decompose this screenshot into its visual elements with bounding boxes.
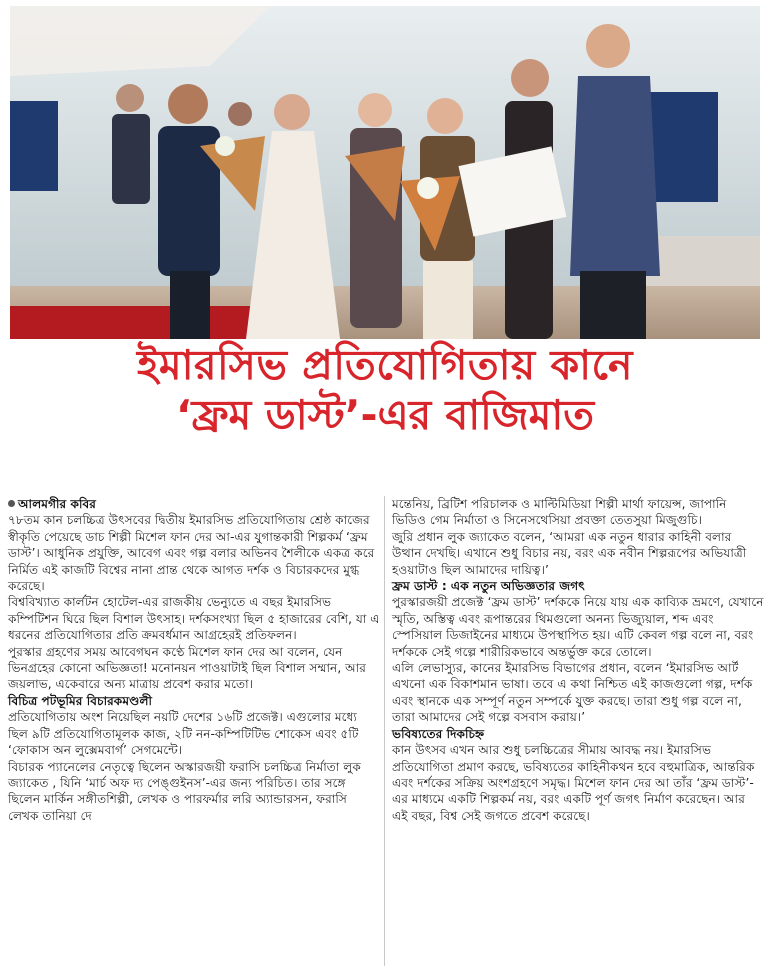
headline-line-2: ‘ফ্রম ডাস্ট’-এর বাজিমাত xyxy=(175,390,595,439)
article-left-column xyxy=(8,496,380,824)
column-divider xyxy=(384,496,385,966)
byline xyxy=(8,496,380,512)
subheading: বিচিত্র পটভূমির বিচারকমণ্ডলী xyxy=(8,693,153,708)
paragraph: বিশ্ববিখ্যাত কার্লটন হোটেল-এর রাজকীয় ভেন্যুতে এ বছর ইমারসিভ কম্পিটিশন ঘিরে ছিল বিশাল উৎসাহ। দর্শকসংখ্যা ছিল ৫ হাজারের বেশি, যা এ ধরনের প্রতিযোগিতার প্রতি ক্রমবর্ধমান আগ্রহেরই প্রতিফলন। xyxy=(8,595,380,643)
award-ceremony-photo xyxy=(10,6,760,339)
paragraph: কান উৎসব এখন আর শুধু চলচ্চিত্রের সীমায় আবদ্ধ নয়। ইমারসিভ প্রতিযোগিতা প্রমাণ করছে, ভবিষ্যতের কাহিনীকথন হবে বহুমাত্রিক, আন্তরিক এবং দর্শকের সক্রিয় অংশগ্রহণে সমৃদ্ধ। মিশেল ফান দের আ তাঁর ‘ফ্রম ডাস্ট’-এর মাধ্যমে একটি শিল্পকর্ম নয়, বরং একটি পূর্ণ জগৎ নির্মাণ করেছেন। আর এই বছর, বিশ্ব সেই জগতে প্রবেশ করেছে। xyxy=(392,743,755,823)
subheading: ভবিষ্যতের দিকচিহ্ন xyxy=(392,726,485,741)
paragraph: পুরস্কারজয়ী প্রজেক্ট ‘ফ্রম ডাস্ট’ দর্শককে নিয়ে যায় এক কাব্যিক ভ্রমণে, যেখানে স্মৃতি, অস্তিত্ব এবং রূপান্তরের থিমগুলো অনন্য ভিজ্যুয়াল, শব্দ এবং স্পেসিয়াল ডিজাইনের মাধ্যমে উপস্থাপিত হয়। এটি কেবল গল্প বলে না, বরং দর্শককে সেই গল্পে শারীরিকভাবে অন্তর্ভুক্ত করে তোলে। xyxy=(392,595,764,659)
headline-line-1: ইমারসিভ প্রতিযোগিতায় কানে xyxy=(137,341,633,389)
paragraph: ৭৮তম কান চলচ্চিত্র উৎসবের দ্বিতীয় ইমারসিভ প্রতিযোগিতায় শ্রেষ্ঠ কাজের স্বীকৃতি পেয়েছে ডাচ শিল্পী মিশেল ফান দের আ-এর যুগান্তকারী শিল্পকর্ম ‘ফ্রম ডাস্ট’। আধুনিক প্রযুক্তি, আবেগ এবং গল্প বলার অভিনব শৈলীকে একত্র করে নির্মিত এই কাজটি বিশ্বের নানা প্রান্ত থেকে আগত দর্শক ও বিচারকদের মুগ্ধ করেছে। xyxy=(8,513,375,594)
paragraph: এলি লেভাস্যুর, কানের ইমারসিভ বিভাগের প্রধান, বলেন ‘ইমারসিভ আর্ট এখনো এক বিকাশমান ভাষা। তবে এ কথা নিশ্চিত এই কাজগুলো গল্প, দর্শক এবং স্থানকে এক সম্পূর্ণ নতুন সম্পর্কে যুক্ত করছে। তারা শুধু গল্প বলে না, তারা আমাদের সেই গল্পে বসবাস করায়।’ xyxy=(392,661,753,725)
subheading: ফ্রম ডাস্ট : এক নতুন অভিজ্ঞতার জগৎ xyxy=(392,579,585,594)
byline-text: আলমগীর কবির xyxy=(18,497,96,511)
paragraph: জুরি প্রধান লুক জ্যাকেত বলেন, ‘আমরা এক নতুন ধারার কাহিনী বলার উত্থান দেখছি। এখানে শুধু বিচার নয়, বরং এক নবীন শিল্পরূপের অভিযাত্রী হওয়াটাও ছিল আমাদের দায়িত্ব।’ xyxy=(392,529,747,577)
article-right-column xyxy=(392,496,764,824)
headline xyxy=(10,343,760,439)
paragraph: বিচারক প্যানেলের নেতৃত্বে ছিলেন অস্কারজয়ী ফরাসি চলচ্চিত্র নির্মাতা লুক জ্যাকেত , যিনি ‘মার্চ অফ দ্য পেঙ্গুইনস’-এর জন্য পরিচিত। তার সঙ্গে ছিলেন মার্কিন সঙ্গীতশিল্পী, লেখক ও পারফর্মার লরি অ্যান্ডারসন, ফরাসি লেখক তানিয়া দে xyxy=(8,759,361,823)
bullet-icon xyxy=(8,500,15,507)
paragraph: পুরস্কার গ্রহণের সময় আবেগঘন কণ্ঠে মিশেল ফান দের আ বলেন, যেন ভিনগ্রহের কোনো অভিজ্ঞতা! মনোনয়ন পাওয়াটাই ছিল বিশাল সম্মান, আর জয়লাভ, একেবারে অন্য মাত্রায় প্রবেশ করার মতো। xyxy=(8,644,366,692)
paragraph: মন্তেনিয়, ব্রিটিশ পরিচালক ও মাল্টিমিডিয়া শিল্পী মার্থা ফায়েন্স, জাপানি ভিডিও গেম নির্মাতা ও সিনেসথেসিয়া প্রবক্তা তেতসুয়া মিজুগুচি। xyxy=(392,497,727,528)
paragraph: প্রতিযোগিতায় অংশ নিয়েছিল নয়টি দেশের ১৬টি প্রজেক্ট। এগুলোর মধ্যে ছিল ৯টি প্রতিযোগিতামূলক কাজ, ২টি নন-কম্পিটিটিভ শোকেস এবং ৫টি ‘ফোকাস অন লুক্সেমবার্গ’ সেগমেন্টে। xyxy=(8,710,359,758)
